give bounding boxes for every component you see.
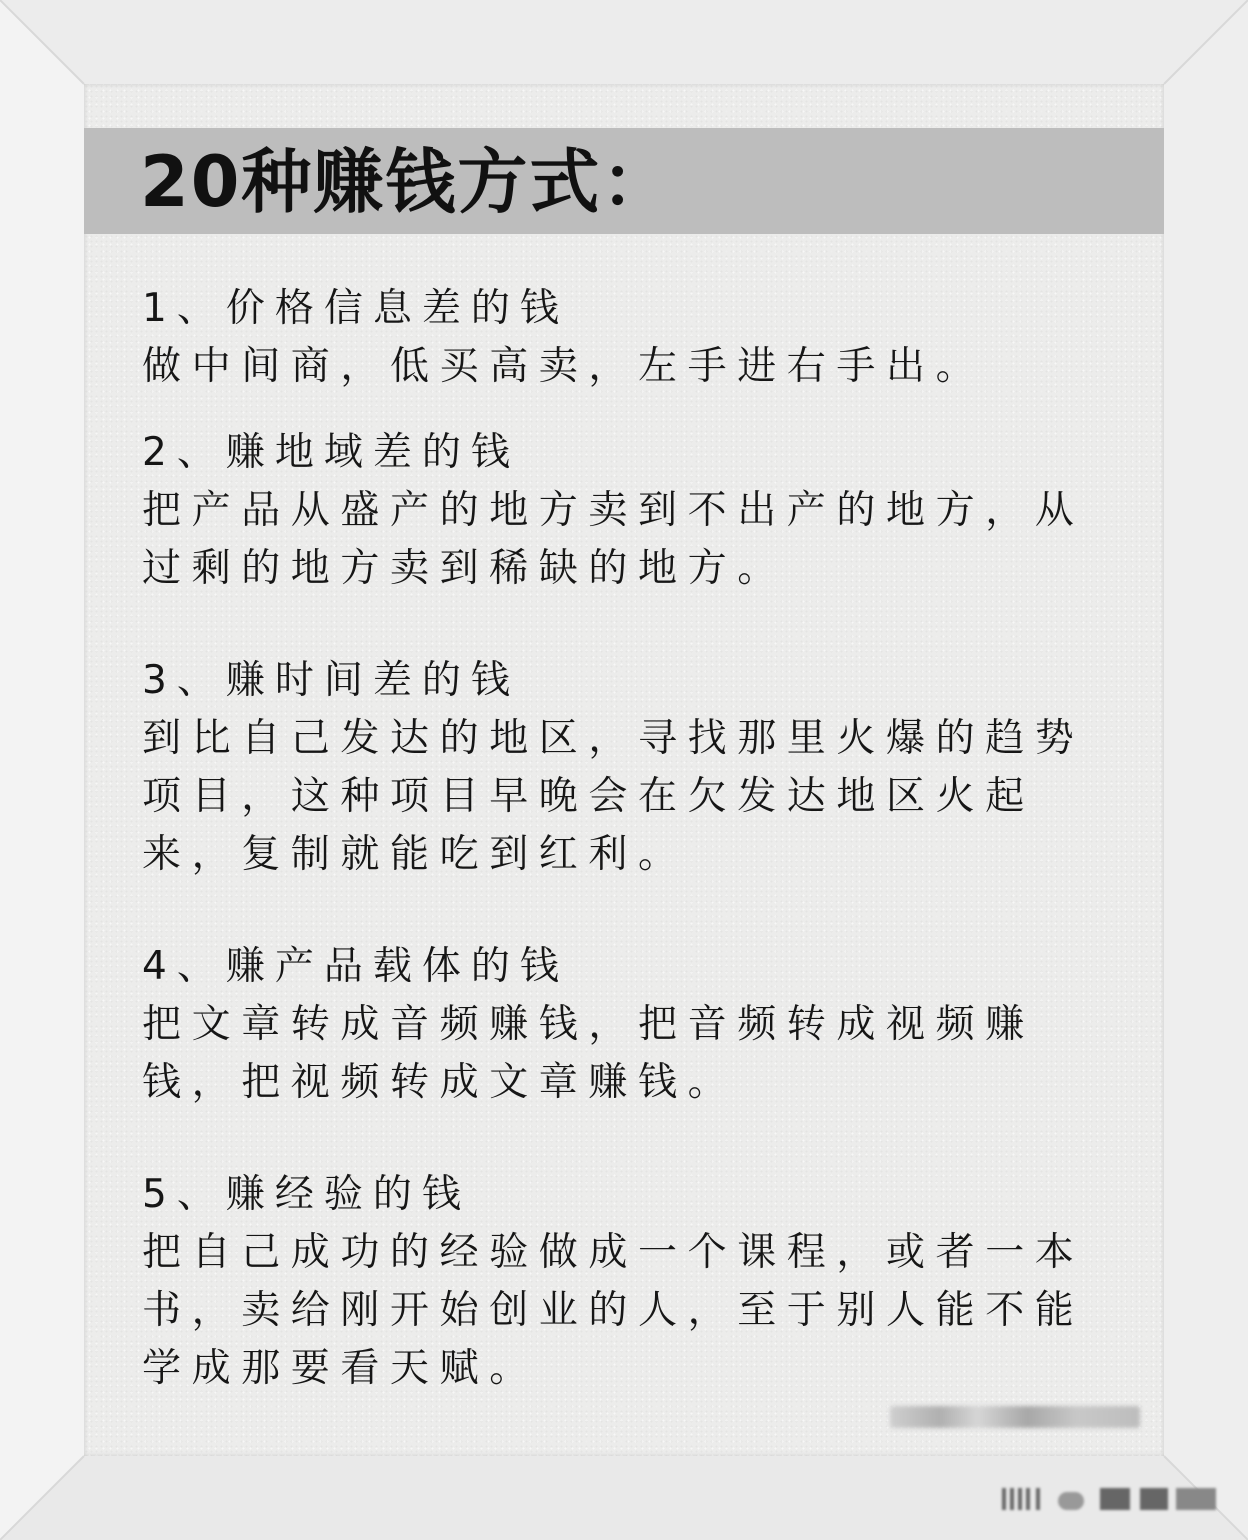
item-heading: 3、赚时间差的钱 [142,658,520,703]
item-body: 把自己成功的经验做成一个课程，或者一本书，卖给刚开始创业的人，至于别人能不能学成那要看天赋。 [142,1230,1085,1391]
blurred-source-mark [1000,1484,1222,1514]
list-item-3 [142,652,1132,884]
item-heading: 5、赚经验的钱 [142,1172,471,1217]
item-body: 到比自己发达的地区，寻找那里火爆的趋势项目，这种项目早晚会在欠发达地区火起来，复制就能吃到红利。 [142,716,1085,877]
list-item-5 [142,1166,1132,1398]
item-body: 把产品从盛产的地方卖到不出产的地方，从过剩的地方卖到稀缺的地方。 [142,488,1085,591]
list-item-1 [142,280,1132,396]
item-heading: 2、赚地域差的钱 [142,430,520,475]
list-item-4 [142,938,1132,1112]
paper-sheet [84,84,1164,1456]
blurred-watermark [890,1406,1140,1428]
item-heading: 4、赚产品载体的钱 [142,944,569,989]
item-heading: 1、价格信息差的钱 [142,286,569,331]
item-body: 做中间商，低买高卖，左手进右手出。 [142,344,986,389]
title-bar [84,128,1164,234]
page-title: 20种赚钱方式： [140,141,674,223]
item-body: 把文章转成音频赚钱，把音频转成视频赚钱，把视频转成文章赚钱。 [142,1002,1035,1105]
list-item-2 [142,424,1132,598]
